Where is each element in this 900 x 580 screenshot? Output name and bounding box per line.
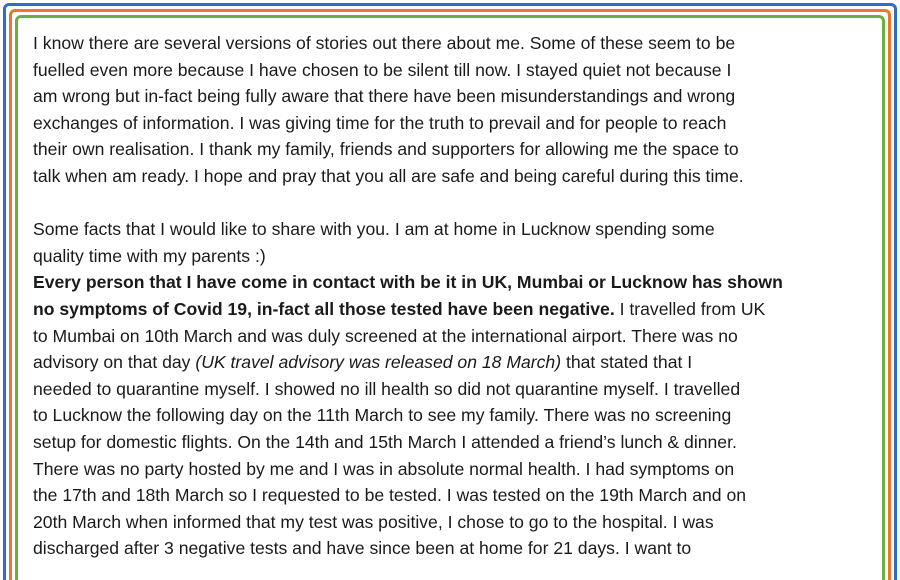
text-line: setup for domestic flights. On the 14th and 15th March I attended a friend’s lunch & dinner. bbox=[33, 431, 737, 452]
text-line: quality time with my parents :) bbox=[33, 245, 266, 266]
text-line: to Lucknow the following day on the 11th March to see my family. There was no screening bbox=[33, 405, 732, 426]
mixed-text-line bbox=[33, 349, 873, 376]
italic-note: (UK travel advisory was released on 18 March) bbox=[195, 352, 562, 373]
mixed-text-line bbox=[33, 296, 873, 323]
text-line: 20th March when informed that my test was positive, I chose to go to the hospital. I was bbox=[33, 511, 714, 532]
text-fragment: that stated that I bbox=[561, 352, 693, 373]
text-line: exchanges of information. I was giving time for the truth to prevail and for people to reach bbox=[33, 112, 727, 133]
text-line: am wrong but in-fact being fully aware that there have been misunderstandings and wrong bbox=[33, 86, 736, 107]
text-line: needed to quarantine myself. I showed no ill health so did not quarantine myself. I travelled bbox=[33, 378, 741, 399]
text-line: their own realisation. I thank my family, friends and supporters for allowing me the space to bbox=[33, 139, 739, 160]
document-body bbox=[33, 30, 873, 562]
text-line: There was no party hosted by me and I was in absolute normal health. I had symptoms on bbox=[33, 458, 735, 479]
text-line: I know there are several versions of stories out there about me. Some of these seem to be bbox=[33, 33, 736, 53]
bold-statement-end: no symptoms of Covid 19, in-fact all those tested have been negative. bbox=[33, 298, 615, 319]
text-line: to Mumbai on 10th March and was duly screened at the international airport. There was no bbox=[33, 325, 738, 346]
text-line: discharged after 3 negative tests and have since been at home for 21 days. I want to bbox=[33, 538, 692, 559]
paragraph-gap bbox=[33, 190, 873, 217]
paragraph-facts bbox=[33, 216, 873, 562]
text-line: fuelled even more because I have chosen to be silent till now. I stayed quiet not because I bbox=[33, 59, 732, 80]
text-fragment: advisory on that day bbox=[33, 352, 196, 373]
bold-statement-line: Every person that I have come in contact with be it in UK, Mumbai or Lucknow has shown bbox=[33, 272, 783, 293]
paragraph-intro bbox=[33, 30, 873, 190]
text-fragment: I travelled from UK bbox=[614, 298, 766, 319]
text-line: talk when am ready. I hope and pray that you all are safe and being careful during this time. bbox=[33, 165, 744, 186]
text-line: the 17th and 18th March so I requested to be tested. I was tested on the 19th March and on bbox=[33, 485, 747, 506]
text-line: Some facts that I would like to share with you. I am at home in Lucknow spending some bbox=[33, 219, 715, 240]
